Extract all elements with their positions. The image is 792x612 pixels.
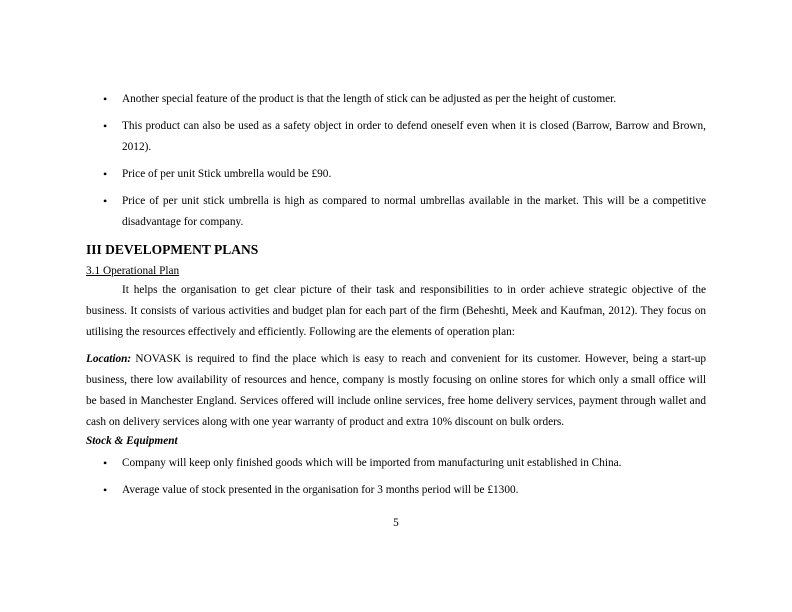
stock-equipment-heading: Stock & Equipment <box>86 435 178 447</box>
document-page <box>86 89 706 507</box>
subsection-heading: 3.1 Operational Plan <box>86 265 180 277</box>
list-item: • Company will keep only finished goods which will be imported from manufacturing unit established in China. <box>86 453 706 474</box>
list-item: • Price of per unit stick umbrella is high as compared to normal umbrellas available in the market. This will be a competitive disadvantage for company. <box>86 191 706 233</box>
location-text: NOVASK is required to find the place which is easy to reach and convenient for its customer. However, being a start-up business, there low availability of resources and hence, company is mostly focusing on online stores for which only a small office will be based in Manchester England. Services offered will include online services, free home delivery services, payment through wallet and cash on delivery services along with one year warranty of product and extra 10% discount on bulk orders. <box>86 353 706 428</box>
stock-bullet-list <box>86 453 706 501</box>
list-item: • Average value of stock presented in the organisation for 3 months period will be £1300. <box>86 480 706 501</box>
feature-bullet-list <box>86 89 706 233</box>
location-label: Location: <box>86 353 132 365</box>
page-number: 5 <box>393 517 399 529</box>
list-item: • This product can also be used as a safety object in order to defend oneself even when it is closed (Barrow, Barrow and Brown, 2012). <box>86 116 706 158</box>
location-paragraph <box>86 349 706 433</box>
list-item: • Price of per unit Stick umbrella would be £90. <box>86 164 706 185</box>
operational-plan-paragraph: It helps the organisation to get clear picture of their task and responsibilities to in order achieve strategic objective of the business. It consists of various activities and budget plan for each part of the firm (Beheshti, Meek and Kaufman, 2012). They focus on utilising the resources effectively and efficiently. Following are the elements of operation plan: <box>86 284 706 338</box>
section-heading: III DEVELOPMENT PLANS <box>86 242 259 257</box>
list-item: • Another special feature of the product is that the length of stick can be adjusted as per the height of customer. <box>86 89 706 110</box>
